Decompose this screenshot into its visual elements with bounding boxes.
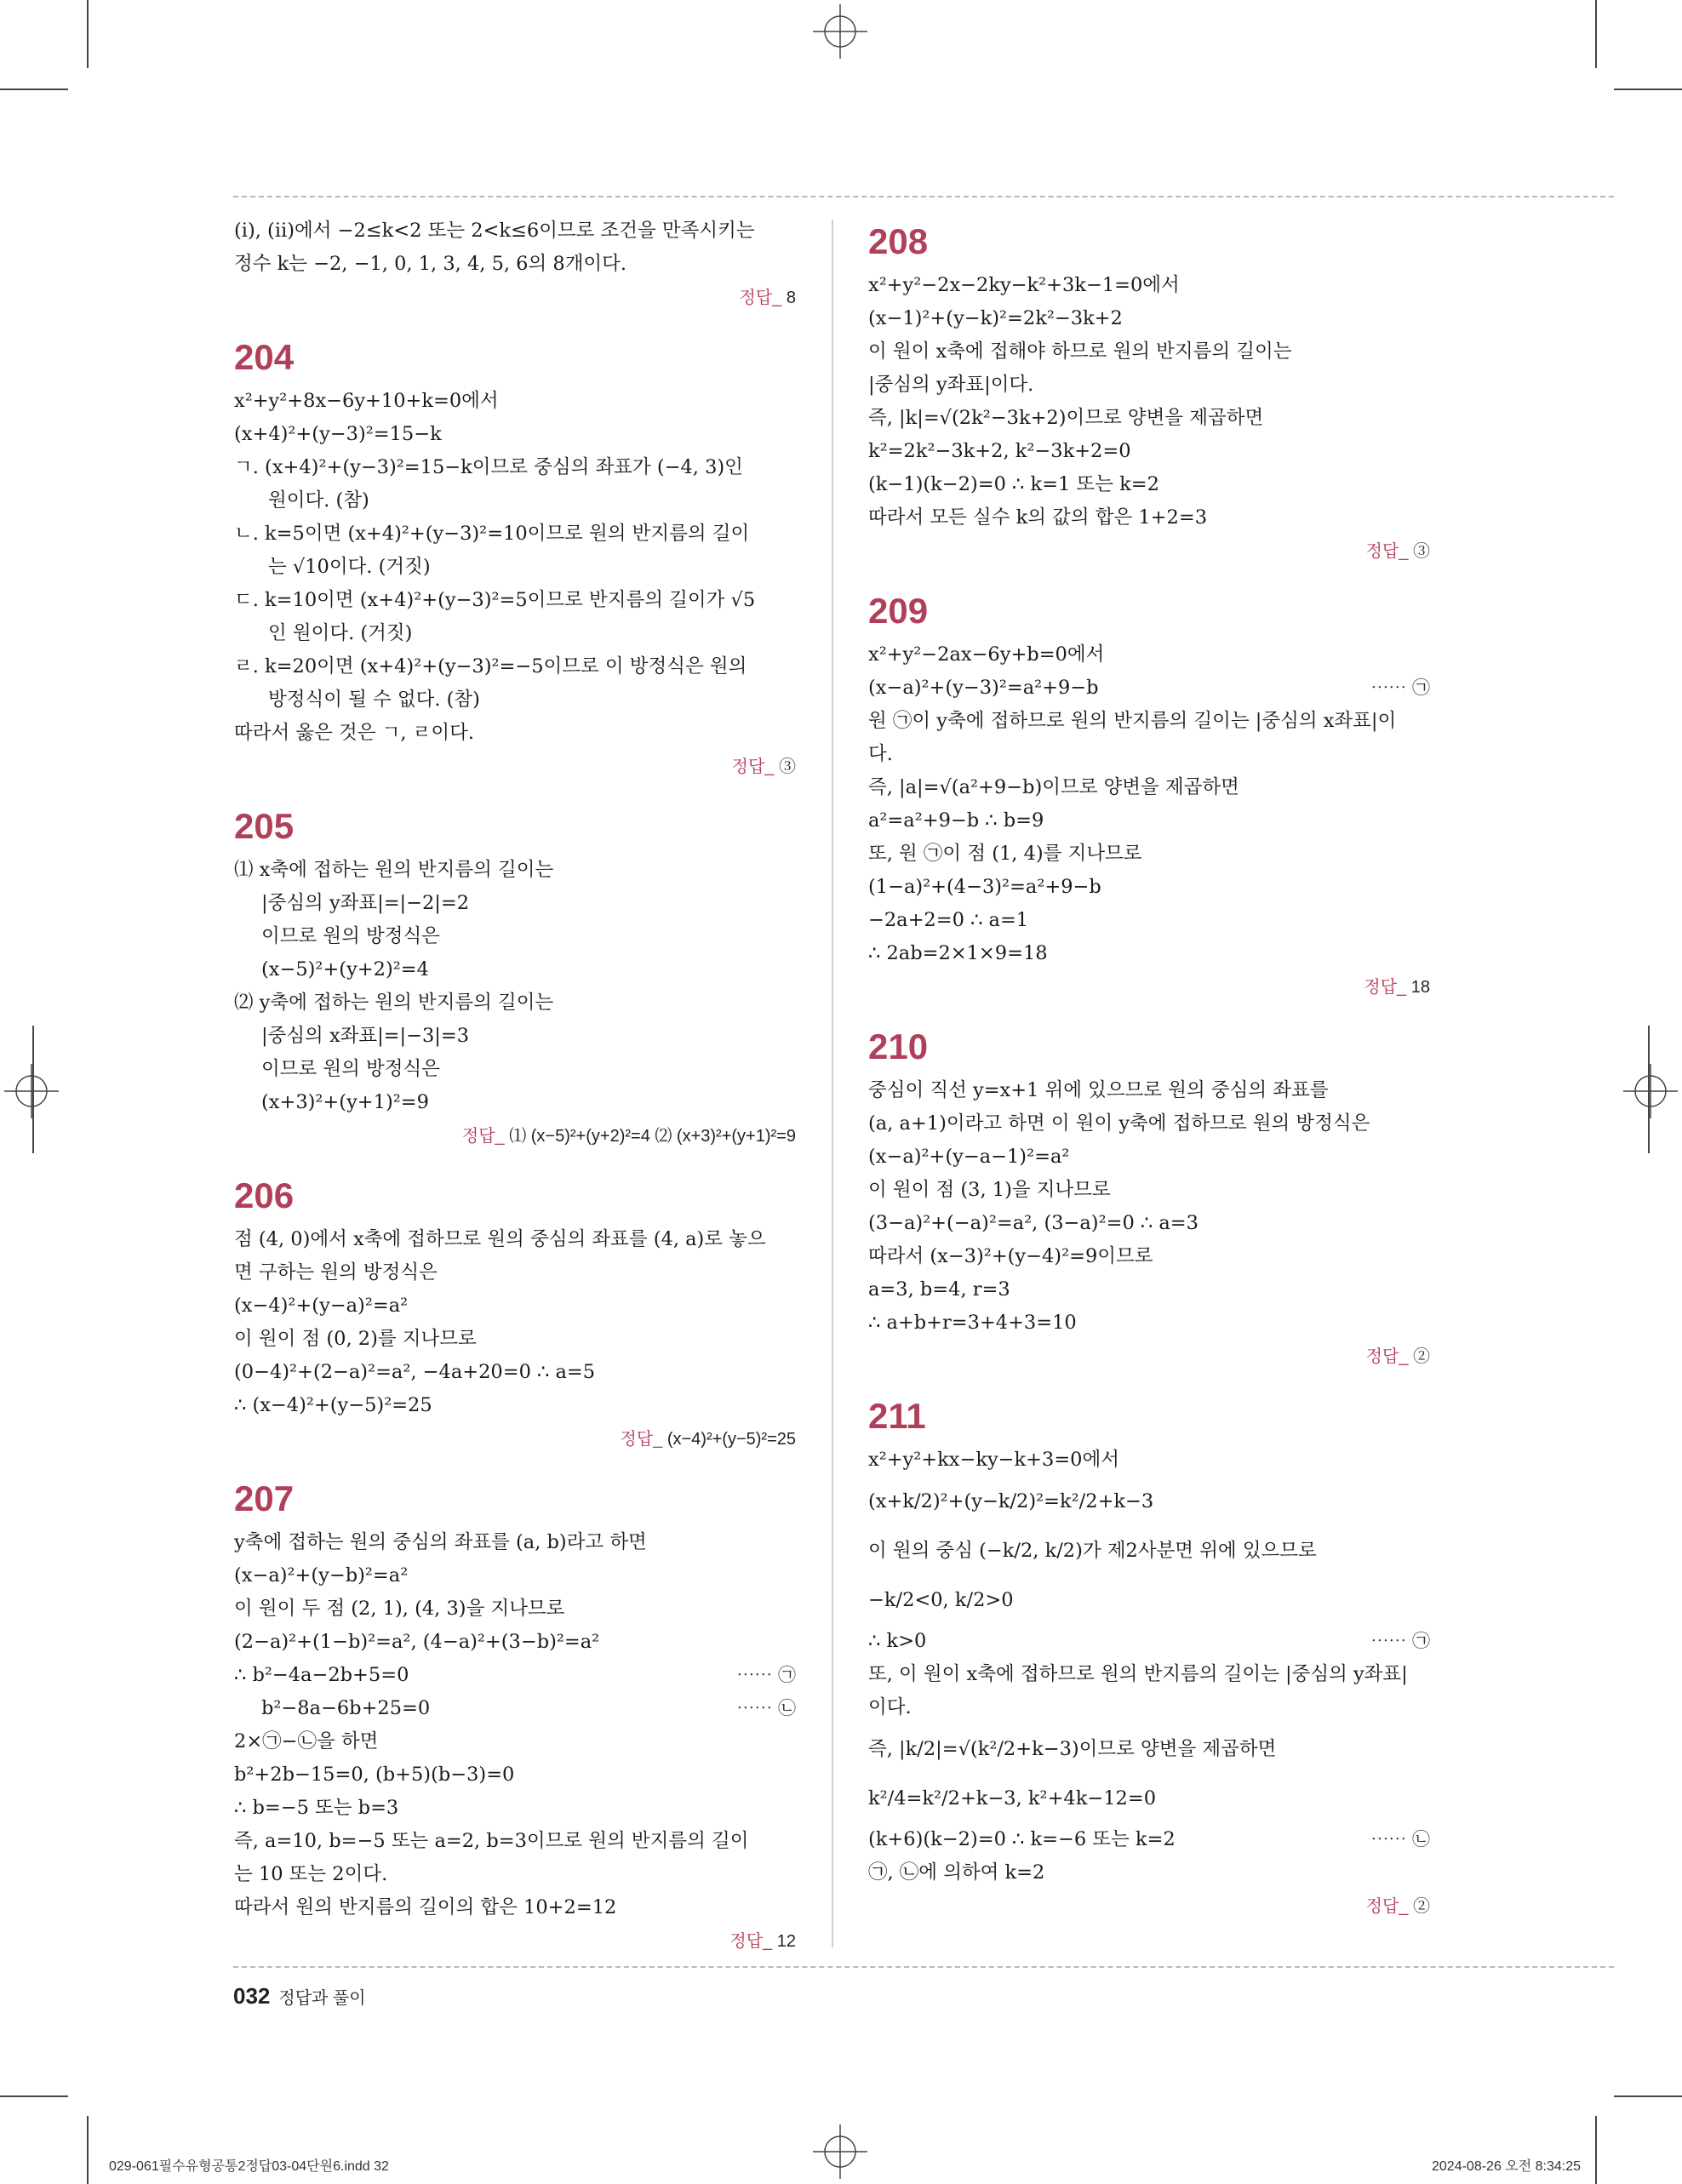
text-line: 이므로 원의 방정식은 [261, 925, 440, 947]
text-line: 또, 원 ㉠이 점 (1, 4)를 지나므로 [868, 843, 1142, 865]
text-line: ∴ a+b+r=3+4+3=10 [868, 1312, 1077, 1334]
text-line: 따라서 원의 반지름의 길이의 합은 10+2=12 [234, 1896, 617, 1918]
text-line: 인 원이다. (거짓) [268, 622, 413, 644]
text-line: 이 원이 점 (0, 2)를 지나므로 [234, 1328, 477, 1350]
answer-label: 정답_ [739, 289, 782, 307]
text-line: 중심이 직선 y=x+1 위에 있으므로 원의 중심의 좌표를 [868, 1079, 1329, 1101]
text-line: 방정식이 될 수 없다. (참) [268, 689, 480, 711]
top-dashed-rule [233, 196, 1614, 197]
text-line: (x−1)²+(y−k)²=2k²−3k+2 [868, 307, 1123, 329]
equation-marker: ⋯⋯ ㉡ [1370, 1829, 1430, 1850]
answer-value: ③ [1413, 542, 1430, 561]
answer-label: 정답_ [729, 1932, 773, 1951]
text-line: x²+y²+kx−ky−k+3=0에서 [868, 1449, 1119, 1471]
answer-label: 정답_ [461, 1127, 505, 1146]
equation-marker: ⋯⋯ ㉠ [736, 1665, 796, 1685]
text-line: −2a+2=0 ∴ a=1 [868, 909, 1029, 931]
answer-line [868, 1340, 1430, 1374]
problem-number: 209 [868, 591, 929, 631]
text-line: 이 원이 점 (3, 1)을 지나므로 [868, 1179, 1111, 1201]
equation-text: b²−8a−6b+25=0 [261, 1697, 431, 1719]
registration-mark-icon [813, 2124, 867, 2179]
answer-value: ③ [779, 758, 796, 776]
text-line: 2×㉠−㉡을 하면 [234, 1730, 379, 1752]
section-title: 정답과 풀이 [278, 1989, 366, 2008]
crop-mark [0, 89, 68, 90]
crop-mark [1595, 0, 1597, 68]
answer-value: ⑴ (x−5)²+(y+2)²=4 ⑵ (x+3)²+(y+1)²=9 [509, 1127, 796, 1146]
text-line: 또, 이 원이 x축에 접하므로 원의 반지름의 길이는 |중심의 y좌표| [868, 1663, 1408, 1685]
text-line: y축에 접하는 원의 중심의 좌표를 (a, b)라고 하면 [234, 1531, 647, 1553]
text-line: (x+4)²+(y−3)²=15−k [234, 423, 442, 445]
text-line: (0−4)²+(2−a)²=a², −4a+20=0 ∴ a=5 [234, 1361, 596, 1383]
text-line: (k−1)(k−2)=0 ∴ k=1 또는 k=2 [868, 473, 1159, 495]
text-line: 면 구하는 원의 방정식은 [234, 1261, 438, 1284]
equation-text: (x−a)²+(y−3)²=a²+9−b [868, 677, 1099, 699]
page-footer [233, 1983, 366, 2010]
text-line: (ⅰ), (ⅱ)에서 −2≤k<2 또는 2<k≤6이므로 조건을 만족시키는 [234, 220, 755, 242]
text-line: (x−4)²+(y−a)²=a² [234, 1295, 409, 1317]
text-line: 이 원이 두 점 (2, 1), (4, 3)을 지나므로 [234, 1598, 565, 1620]
answer-value: ② [1413, 1347, 1430, 1366]
answer-label: 정답_ [731, 758, 775, 776]
answer-value: 8 [786, 289, 796, 307]
text-line: ㄱ. (x+4)²+(y−3)²=15−k이므로 중심의 좌표가 (−4, 3)인 [234, 456, 743, 478]
text-line: a²=a²+9−b ∴ b=9 [868, 809, 1044, 832]
equation-text: ∴ b²−4a−2b+5=0 [234, 1664, 409, 1686]
text-line: |중심의 x좌표|=|−3|=3 [261, 1025, 470, 1047]
text-line [868, 672, 1430, 705]
bottom-dashed-rule [233, 1966, 1614, 1968]
text-line [868, 1823, 1430, 1856]
text-line: (a, a+1)이라고 하면 이 원이 y축에 접하므로 원의 방정식은 [868, 1112, 1370, 1135]
text-line: a=3, b=4, r=3 [868, 1278, 1010, 1301]
text-line: x²+y²+8x−6y+10+k=0에서 [234, 390, 499, 412]
text-line: 원 ㉠이 y축에 접하므로 원의 반지름의 길이는 |중심의 x좌표|이 [868, 710, 1397, 732]
answer-line [868, 970, 1430, 1004]
text-line: ⑵ y축에 접하는 원의 반지름의 길이는 [234, 992, 554, 1014]
text-line: ∴ b=−5 또는 b=3 [234, 1797, 399, 1819]
text-line: 이 원이 x축에 접해야 하므로 원의 반지름의 길이는 [868, 340, 1292, 363]
text-line: 점 (4, 0)에서 x축에 접하므로 원의 중심의 좌표를 (4, a)로 놓으 [234, 1228, 766, 1250]
text-line [234, 1692, 796, 1725]
answer-line [234, 281, 796, 315]
text-line: 다. [868, 743, 893, 765]
answer-label: 정답_ [1365, 1347, 1409, 1366]
text-line: k²/4=k²/2+k−3, k²+4k−12=0 [868, 1787, 1157, 1810]
text-line: (x−5)²+(y+2)²=4 [261, 958, 429, 981]
text-line: −k/2<0, k/2>0 [868, 1589, 1014, 1611]
equation-text: ∴ k>0 [868, 1630, 927, 1652]
text-line: 정수 k는 −2, −1, 0, 1, 3, 4, 5, 6의 8개이다. [234, 253, 627, 275]
answer-line [234, 1119, 796, 1153]
text-line: (x+k/2)²+(y−k/2)²=k²/2+k−3 [868, 1490, 1154, 1512]
answer-line [234, 1422, 796, 1456]
text-line: 이다. [868, 1696, 912, 1718]
problem-number: 211 [868, 1396, 926, 1436]
problem-number: 210 [868, 1026, 929, 1066]
equation-marker: ⋯⋯ ㉡ [736, 1698, 796, 1718]
text-line: (x−a)²+(y−b)²=a² [234, 1564, 409, 1587]
answer-value: 18 [1410, 978, 1430, 997]
crop-mark [87, 2116, 89, 2184]
text-line: 즉, |k|=√(2k²−3k+2)이므로 양변을 제곱하면 [868, 407, 1264, 429]
text-line: ㉠, ㉡에 의하여 k=2 [868, 1861, 1045, 1884]
registration-mark-icon [1623, 1064, 1678, 1118]
problem-number: 205 [234, 806, 295, 846]
text-line: 이 원의 중심 (−k/2, k/2)가 제2사분면 위에 있으므로 [868, 1540, 1317, 1562]
crop-mark [1595, 2116, 1597, 2184]
text-line: b²+2b−15=0, (b+5)(b−3)=0 [234, 1764, 515, 1786]
answer-line [868, 1890, 1430, 1924]
text-line: ㄴ. k=5이면 (x+4)²+(y−3)²=10이므로 원의 반지름의 길이 [234, 523, 750, 545]
text-line: (x+3)²+(y+1)²=9 [261, 1091, 429, 1113]
page-number: 032 [233, 1983, 271, 2009]
answer-value: 12 [776, 1932, 796, 1951]
equation-marker: ⋯⋯ ㉠ [1370, 1631, 1430, 1651]
crop-mark [87, 0, 89, 68]
text-line: 따라서 모든 실수 k의 값의 합은 1+2=3 [868, 506, 1208, 529]
answer-label: 정답_ [1365, 542, 1409, 561]
text-line: 즉, |k/2|=√(k²/2+k−3)이므로 양변을 제곱하면 [868, 1738, 1277, 1760]
text-line: ∴ (x−4)²+(y−5)²=25 [234, 1394, 432, 1416]
text-line: ⑴ x축에 접하는 원의 반지름의 길이는 [234, 859, 554, 881]
file-slug: 029-061필수유형공통2정답03-04단원6.indd 32 [109, 2159, 389, 2174]
answer-label: 정답_ [620, 1430, 663, 1449]
text-line: 는 √10이다. (거짓) [268, 556, 431, 578]
text-line [868, 1625, 1430, 1658]
problem-number: 208 [868, 221, 929, 261]
text-line: (3−a)²+(−a)²=a², (3−a)²=0 ∴ a=3 [868, 1212, 1199, 1234]
crop-mark [0, 2095, 68, 2097]
text-line: x²+y²−2ax−6y+b=0에서 [868, 643, 1105, 666]
crop-mark [1614, 2095, 1682, 2097]
text-line: 따라서 옳은 것은 ㄱ, ㄹ이다. [234, 722, 474, 744]
text-line: 따라서 (x−3)²+(y−4)²=9이므로 [868, 1245, 1153, 1267]
text-line: 는 10 또는 2이다. [234, 1863, 388, 1885]
answer-label: 정답_ [1365, 1897, 1409, 1916]
text-line: (1−a)²+(4−3)²=a²+9−b [868, 876, 1101, 898]
problem-number: 206 [234, 1175, 295, 1215]
text-line: ㄷ. k=10이면 (x+4)²+(y−3)²=5이므로 반지름의 길이가 √5 [234, 589, 756, 611]
text-line [234, 1659, 796, 1692]
text-line: 이므로 원의 방정식은 [261, 1058, 440, 1080]
text-line: (2−a)²+(1−b)²=a², (4−a)²+(3−b)²=a² [234, 1631, 600, 1653]
print-timestamp: 2024-08-26 오전 8:34:25 [1432, 2159, 1582, 2174]
answer-line [234, 1924, 796, 1958]
text-line: x²+y²−2x−2ky−k²+3k−1=0에서 [868, 274, 1180, 296]
right-column [868, 214, 1430, 1924]
answer-value: (x−4)²+(y−5)²=25 [667, 1430, 796, 1449]
text-line: ㄹ. k=20이면 (x+4)²+(y−3)²=−5이므로 이 방정식은 원의 [234, 655, 747, 677]
column-divider [832, 220, 833, 1947]
equation-marker: ⋯⋯ ㉠ [1370, 677, 1430, 698]
crop-mark [1614, 89, 1682, 90]
left-column [234, 214, 796, 1958]
problem-number: 207 [234, 1478, 295, 1518]
answer-value: ② [1413, 1897, 1430, 1916]
text-line: 원이다. (참) [268, 489, 369, 512]
answer-line [868, 535, 1430, 569]
answer-line [234, 750, 796, 784]
text-line: |중심의 y좌표|=|−2|=2 [261, 892, 470, 914]
text-line: k²=2k²−3k+2, k²−3k+2=0 [868, 440, 1131, 462]
text-line: |중심의 y좌표|이다. [868, 374, 1034, 396]
answer-label: 정답_ [1364, 978, 1407, 997]
text-line: 즉, |a|=√(a²+9−b)이므로 양변을 제곱하면 [868, 776, 1239, 798]
problem-number: 204 [234, 337, 295, 377]
text-line: 즉, a=10, b=−5 또는 a=2, b=3이므로 원의 반지름의 길이 [234, 1830, 749, 1852]
text-line: (x−a)²+(y−a−1)²=a² [868, 1146, 1070, 1168]
registration-mark-icon [813, 4, 867, 59]
equation-text: (k+6)(k−2)=0 ∴ k=−6 또는 k=2 [868, 1828, 1176, 1850]
text-line: ∴ 2ab=2×1×9=18 [868, 942, 1048, 964]
registration-mark-icon [4, 1064, 59, 1118]
